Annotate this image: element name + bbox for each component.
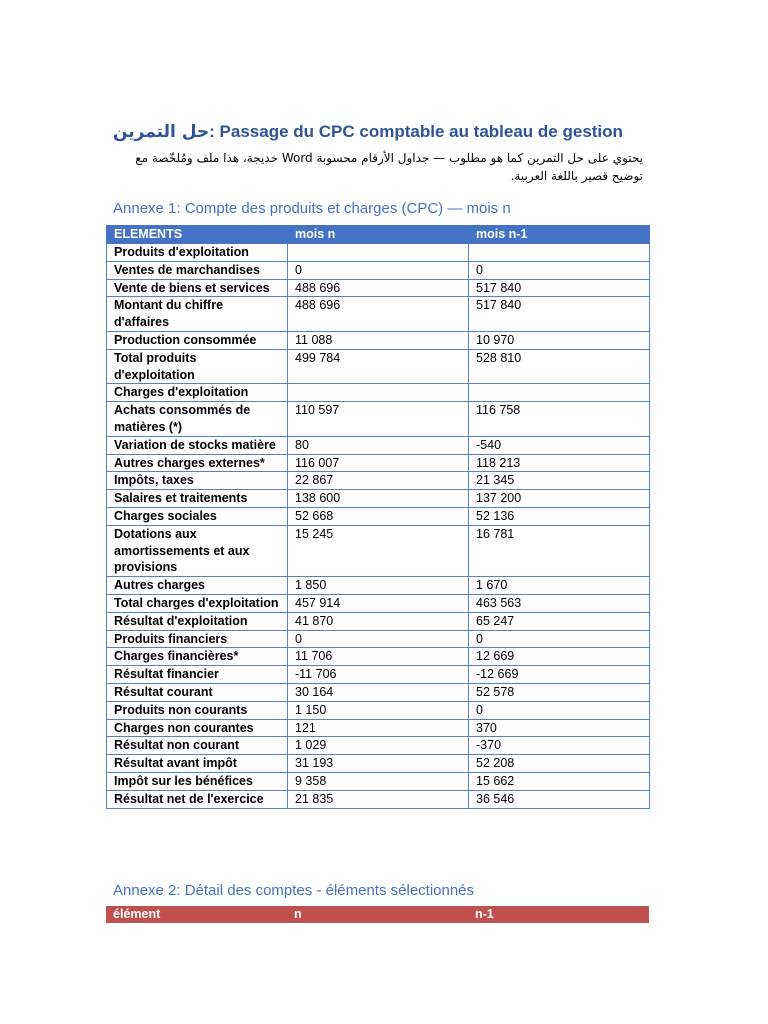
table-row <box>107 612 650 630</box>
table-row <box>107 507 650 525</box>
row-label: Vente de biens et services <box>107 279 288 297</box>
row-label: Résultat d'exploitation <box>107 612 288 630</box>
row-label: Charges d'exploitation <box>107 384 288 402</box>
row-label: Produits d'exploitation <box>107 244 288 262</box>
title-arabic: حل التمرين <box>113 122 210 142</box>
cpc-header-row <box>107 226 650 244</box>
value-mois-n-1: 52 578 <box>469 683 650 701</box>
value-mois-n: 1 850 <box>288 577 469 595</box>
value-mois-n: 488 696 <box>288 279 469 297</box>
table-row <box>107 666 650 684</box>
table-row <box>107 683 650 701</box>
row-label: Total charges d'exploitation <box>107 594 288 612</box>
value-mois-n: 1 029 <box>288 737 469 755</box>
value-mois-n: 0 <box>288 261 469 279</box>
row-label: Résultat net de l'exercice <box>107 790 288 808</box>
row-label: Total produits d'exploitation <box>107 349 288 384</box>
value-mois-n-1: 463 563 <box>469 594 650 612</box>
value-mois-n: 11 088 <box>288 331 469 349</box>
value-mois-n: 0 <box>288 630 469 648</box>
row-label: Charges financières* <box>107 648 288 666</box>
value-mois-n-1: 0 <box>469 630 650 648</box>
table-row <box>107 701 650 719</box>
value-mois-n-1: 137 200 <box>469 490 650 508</box>
column-header-elements: ELEMENTS <box>107 226 288 244</box>
row-label: Charges non courantes <box>107 719 288 737</box>
table-row <box>107 790 650 808</box>
value-mois-n-1: -370 <box>469 737 650 755</box>
value-mois-n-1: 0 <box>469 261 650 279</box>
row-label: Montant du chiffre d'affaires <box>107 297 288 332</box>
cpc-table-body <box>107 244 650 809</box>
intro-text: يحتوي على حل التمرين كما هو مطلوب — جداول الأرقام محسوبة Word خديجة، هذا ملف ومُلخّصة مع توضيح قصير باللغة العربية. <box>135 151 643 183</box>
row-label: Achats consommés de matières (*) <box>107 402 288 437</box>
row-label: Impôt sur les bénéfices <box>107 772 288 790</box>
row-label: Autres charges <box>107 577 288 595</box>
value-mois-n: 30 164 <box>288 683 469 701</box>
table-row <box>107 594 650 612</box>
row-label: Résultat courant <box>107 683 288 701</box>
value-mois-n: 52 668 <box>288 507 469 525</box>
value-mois-n-1: 52 136 <box>469 507 650 525</box>
value-mois-n-1: 21 345 <box>469 472 650 490</box>
value-mois-n-1: 0 <box>469 701 650 719</box>
value-mois-n: 457 914 <box>288 594 469 612</box>
detail-header-row <box>106 906 649 923</box>
value-mois-n: 1 150 <box>288 701 469 719</box>
value-mois-n: 31 193 <box>288 755 469 773</box>
value-mois-n: 22 867 <box>288 472 469 490</box>
table-row <box>107 454 650 472</box>
intro-paragraph <box>113 149 643 185</box>
value-mois-n-1: 528 810 <box>469 349 650 384</box>
value-mois-n-1: 15 662 <box>469 772 650 790</box>
value-mois-n: 9 358 <box>288 772 469 790</box>
table-row <box>107 349 650 384</box>
table-row <box>107 630 650 648</box>
table-row <box>107 719 650 737</box>
row-label: Produits non courants <box>107 701 288 719</box>
table-row <box>107 436 650 454</box>
value-mois-n: 110 597 <box>288 402 469 437</box>
row-label: Autres charges externes* <box>107 454 288 472</box>
table-row <box>107 261 650 279</box>
table-row <box>107 279 650 297</box>
value-mois-n-1: 517 840 <box>469 279 650 297</box>
value-mois-n-1: 1 670 <box>469 577 650 595</box>
table-row <box>107 297 650 332</box>
value-mois-n: 80 <box>288 436 469 454</box>
column-header-element: élément <box>106 906 287 923</box>
row-label: Résultat financier <box>107 666 288 684</box>
value-mois-n: 21 835 <box>288 790 469 808</box>
page-title <box>113 122 673 142</box>
row-label: Résultat non courant <box>107 737 288 755</box>
table-row <box>107 772 650 790</box>
value-mois-n-1: 517 840 <box>469 297 650 332</box>
row-label: Ventes de marchandises <box>107 261 288 279</box>
value-mois-n: 121 <box>288 719 469 737</box>
column-header-n-1: n-1 <box>468 906 649 923</box>
table-row <box>107 331 650 349</box>
value-mois-n-1 <box>469 244 650 262</box>
value-mois-n-1: 65 247 <box>469 612 650 630</box>
value-mois-n: 15 245 <box>288 525 469 576</box>
table-row <box>107 648 650 666</box>
value-mois-n-1: 36 546 <box>469 790 650 808</box>
value-mois-n <box>288 384 469 402</box>
row-label: Variation de stocks matière <box>107 436 288 454</box>
row-label: Résultat avant impôt <box>107 755 288 773</box>
title-french: Passage du CPC comptable au tableau de gestion <box>214 122 623 141</box>
column-header-mois-n: mois n <box>288 226 469 244</box>
table-row <box>107 755 650 773</box>
row-label: Salaires et traitements <box>107 490 288 508</box>
annex1-title: Annexe 1: Compte des produits et charges (CPC) — mois n <box>113 200 511 217</box>
value-mois-n-1: 10 970 <box>469 331 650 349</box>
table-row <box>107 402 650 437</box>
table-row <box>107 737 650 755</box>
table-row <box>107 490 650 508</box>
value-mois-n-1: 12 669 <box>469 648 650 666</box>
column-header-mois-n-1: mois n-1 <box>469 226 650 244</box>
annex2-title: Annexe 2: Détail des comptes - éléments sélectionnés <box>113 882 475 899</box>
row-label: Production consommée <box>107 331 288 349</box>
column-header-n: n <box>287 906 468 923</box>
value-mois-n-1: -540 <box>469 436 650 454</box>
value-mois-n-1: 16 781 <box>469 525 650 576</box>
value-mois-n: 499 784 <box>288 349 469 384</box>
value-mois-n: 488 696 <box>288 297 469 332</box>
table-row <box>107 472 650 490</box>
value-mois-n: 41 870 <box>288 612 469 630</box>
table-row <box>107 384 650 402</box>
title-separator: : <box>209 122 215 141</box>
value-mois-n-1: 370 <box>469 719 650 737</box>
value-mois-n: 138 600 <box>288 490 469 508</box>
value-mois-n-1: 116 758 <box>469 402 650 437</box>
value-mois-n: 116 007 <box>288 454 469 472</box>
row-label: Charges sociales <box>107 507 288 525</box>
detail-table <box>106 906 649 923</box>
value-mois-n: 11 706 <box>288 648 469 666</box>
value-mois-n-1: 118 213 <box>469 454 650 472</box>
value-mois-n-1: 52 208 <box>469 755 650 773</box>
cpc-table <box>106 225 650 809</box>
table-row <box>107 525 650 576</box>
row-label: Produits financiers <box>107 630 288 648</box>
row-label: Impôts, taxes <box>107 472 288 490</box>
table-row <box>107 577 650 595</box>
row-label: Dotations aux amortissements et aux provisions <box>107 525 288 576</box>
table-row <box>107 244 650 262</box>
value-mois-n-1 <box>469 384 650 402</box>
value-mois-n-1: -12 669 <box>469 666 650 684</box>
value-mois-n: -11 706 <box>288 666 469 684</box>
value-mois-n <box>288 244 469 262</box>
